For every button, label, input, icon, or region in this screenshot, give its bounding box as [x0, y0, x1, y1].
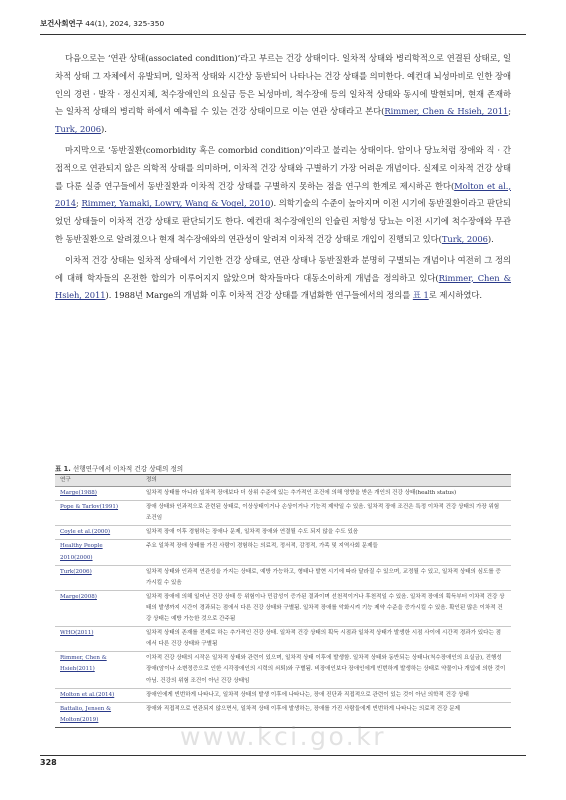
journal-name: 보건사회연구: [40, 19, 83, 28]
study-reference[interactable]: Healthy People 2010(2000): [55, 540, 141, 565]
paragraph-text: 다음으로는 ‘연관 상태(associated condition)’라고 부르는 건강 상태이다. 일차적 상태와 병리학적으로 연결된 상태로, 일차적 상태 그 자체에서 유발되며, 일차적 상태와 시간상 동반되어 나타나는 건강 상태를 의미한다. 예컨대 뇌성마비로 인한 장애인의 경련 · 발작 · 정신지체, 척수장애인의 요실금 등은 뇌성마비, 척수장애 등의 일차적 상태와 동시에 발현되며, 현재 존재하는 일차적 상태의 병리학 하에서 예측될 수 있는 건강 상태이므로 이는 연관 상태라고 본다(: [55, 53, 511, 117]
page-number: 328: [40, 758, 57, 767]
citation-link[interactable]: Turk, 2006: [441, 233, 488, 244]
paragraph-text: ).: [101, 124, 107, 135]
definition-text: 일차적 상태와 인과적 연관성을 가지는 상태로, 예방 가능하고, 형태나 발현 시기에 따라 달라질 수 있으며, 교정될 수 있고, 일차적 상태의 심도를 증가시킬 수 있음: [141, 565, 511, 590]
citation-link[interactable]: Rimmer, Chen & Hsieh, 2011: [55, 272, 511, 301]
study-reference[interactable]: Battalio, Jensen & Molton(2019): [55, 702, 141, 727]
table-header-row: [55, 475, 511, 487]
body-text: [55, 50, 511, 308]
study-reference[interactable]: Molton et al.(2014): [55, 688, 141, 702]
definition-text: 장애인에게 빈번하게 나타나고, 일차적 상태의 발생 이후에 나타나는, 장애 진단과 직접적으로 관련이 있는 것이 아닌 의학적 건강 상태: [141, 688, 511, 702]
definition-text: 일차적 상태를 아니라 일차적 장애보다 더 상위 수준에 있는 추가적인 조건에 의해 영향을 받은 개인의 건강 상태(health status): [141, 487, 511, 501]
paragraph: [55, 142, 511, 249]
definition-text: 주요 일차적 장애 상태를 가진 사람이 경험하는 의료적, 정서적, 감정적, 가족 및 지역사회 문제들: [141, 540, 511, 565]
table-caption: [55, 463, 183, 473]
paragraph-text: ). 1988년 Marge의 개념화 이후 이차적 건강 상태를 개념화한 연구들에서의 정의를: [105, 290, 413, 301]
definition-text: 장애 상태와 인과적으로 관련된 상태로, 이상상태이거나 손상이거나 기능적 제약일 수 있음. 일차적 장애 조건은 특정 이차적 건강 상태의 가장 위험 조건임: [141, 501, 511, 526]
citation-link[interactable]: Rimmer, Chen & Hsieh, 2011: [384, 106, 509, 117]
definition-text: 일차적 장애에 의해 일어난 건강 상태 등 위험이나 민감성이 증가된 결과이며 선천적이거나 후천적일 수 있음. 일차적 장애의 획득부터 이차적 건강 상태의 발생까지 시간이 경과되는 점에서 다른 건강 상태와 구별됨. 일차적 장애를 악화시켜 기능 제약 수준을 증가시킬 수 있음. 확인된 많은 이차적 건강 상태는 예방 가능한 것으로 간주됨: [141, 590, 511, 626]
table-row: [55, 688, 511, 702]
paragraph: [55, 50, 511, 139]
paragraph-text: 이차적 건강 상태는 일차적 상태에서 기인한 건강 상태로, 연관 상태나 동반질환과 분명히 구별되는 개념이나 여전히 그 정의에 대해 학자들의 온전한 합의가 이루어지지 않았으며 학자들마다 대동소이하게 개념을 정의하고 있다(: [55, 254, 511, 283]
study-reference[interactable]: Pope & Tarlov(1991): [55, 501, 141, 526]
table-row: [55, 526, 511, 540]
definitions-table: [55, 474, 511, 728]
table-row: [55, 565, 511, 590]
table-row: [55, 590, 511, 626]
table-row: [55, 652, 511, 688]
study-reference[interactable]: Marge(1988): [55, 487, 141, 501]
footer-divider: [40, 755, 526, 756]
paragraph-text: ). 의학기술의 수준이 높아지며 이전 시기에 동반질환이라고 판단되었던 상태들이 이차적 건강 상태로 판단되기도 한다. 예컨대 척수장애인의 인슐린 저항성 당뇨는 이전 시기에 척수장애와 무관한 동반질환으로 알려졌으나 현재 척수장애와의 연관성이 알려져 이차적 건강 상태로 개입이 진행되고 있다(: [55, 198, 511, 244]
paragraph-text: ;: [508, 106, 511, 117]
study-reference[interactable]: Marge(2008): [55, 590, 141, 626]
paragraph-text: 마지막으로 ‘동반질환(comorbidity 혹은 comorbid condition)’이라고 불리는 상태이다. 암이나 당뇨처럼 장애와 직 · 간접적으로 연관되지 않은 의학적 상태를 의미하며, 이차적 건강 상태와 구별하기 가장 어려운 개념이다. 실제로 이차적 건강 상태를 다룬 실증 연구들에서 동반질환과 이차적 건강 상태를 구별하지 못하는 점을 연구의 한계로 제시하곤 한다(: [55, 144, 511, 191]
citation-link[interactable]: Rimmer, Yamaki, Lowry, Wang & Vogel, 2010: [81, 198, 271, 209]
study-reference[interactable]: Turk(2006): [55, 565, 141, 590]
study-reference[interactable]: Coyle et al.(2000): [55, 526, 141, 540]
paragraph-text: ).: [487, 233, 494, 244]
table-row: [55, 501, 511, 526]
study-reference[interactable]: Rimmer, Chen & Hsieh(2011): [55, 652, 141, 688]
paragraph-text: ;: [76, 198, 82, 209]
paragraph-text: 로 제시하였다.: [428, 290, 482, 301]
definition-text: 일차적 상태의 존재를 전제로 하는 추가적인 건강 상태. 일차적 건강 상태의 획득 시점과 일차적 상태가 발생한 시점 사이에 시간적 경과가 있다는 점에서 다른 건강 상태와 구별됨: [141, 627, 511, 652]
study-reference[interactable]: WHO(2011): [55, 627, 141, 652]
table-caption-label: 표 1.: [55, 465, 71, 473]
table-row: [55, 627, 511, 652]
table-row: [55, 487, 511, 501]
definition-text: 일차적 장애 이후 경험하는 장애나 문제, 일차적 장애와 연결될 수도 되지 않을 수도 있음: [141, 526, 511, 540]
table-row: [55, 540, 511, 565]
column-header-study: 연구: [55, 475, 141, 487]
journal-citation: 44(1), 2024, 325-350: [82, 19, 165, 28]
paragraph: [55, 252, 511, 305]
citation-link[interactable]: Turk, 2006: [55, 124, 102, 135]
table-caption-text: 선행연구에서 이차적 건강 상태의 정의: [70, 465, 184, 473]
table-body: [55, 487, 511, 728]
watermark: www.kci.go.kr: [179, 722, 387, 751]
citation-link[interactable]: 표 1: [412, 290, 429, 301]
citation-link[interactable]: Molton et al., 2014: [55, 180, 511, 209]
running-header: [40, 18, 526, 29]
header-divider: [40, 34, 526, 35]
column-header-definition: 정의: [141, 475, 511, 487]
definition-text: 이차적 건강 상태의 시작은 일차적 상태와 관련이 있으며, 일차적 상태 이후에 발생함. 일차적 상태와 동반되는 상태나(척수장애인의 요실금), 진행성 장애(암이나 소변정증으로 인한 시각장애인의 시력의 쇠퇴)와 구별됨. 비장애인보다 장애인에게 빈번하게 발생하는 상태로 약물이나 개입에 의한 것이 아님. 건강의 위험 조건이 아닌 건강 상태임: [141, 652, 511, 688]
definition-text: 장애와 직접적으로 연관되지 않으면서, 일차적 상태 이후에 발생하는, 장애를 가진 사람들에게 빈번하게 나타나는 의료적 건강 문제: [141, 702, 511, 727]
